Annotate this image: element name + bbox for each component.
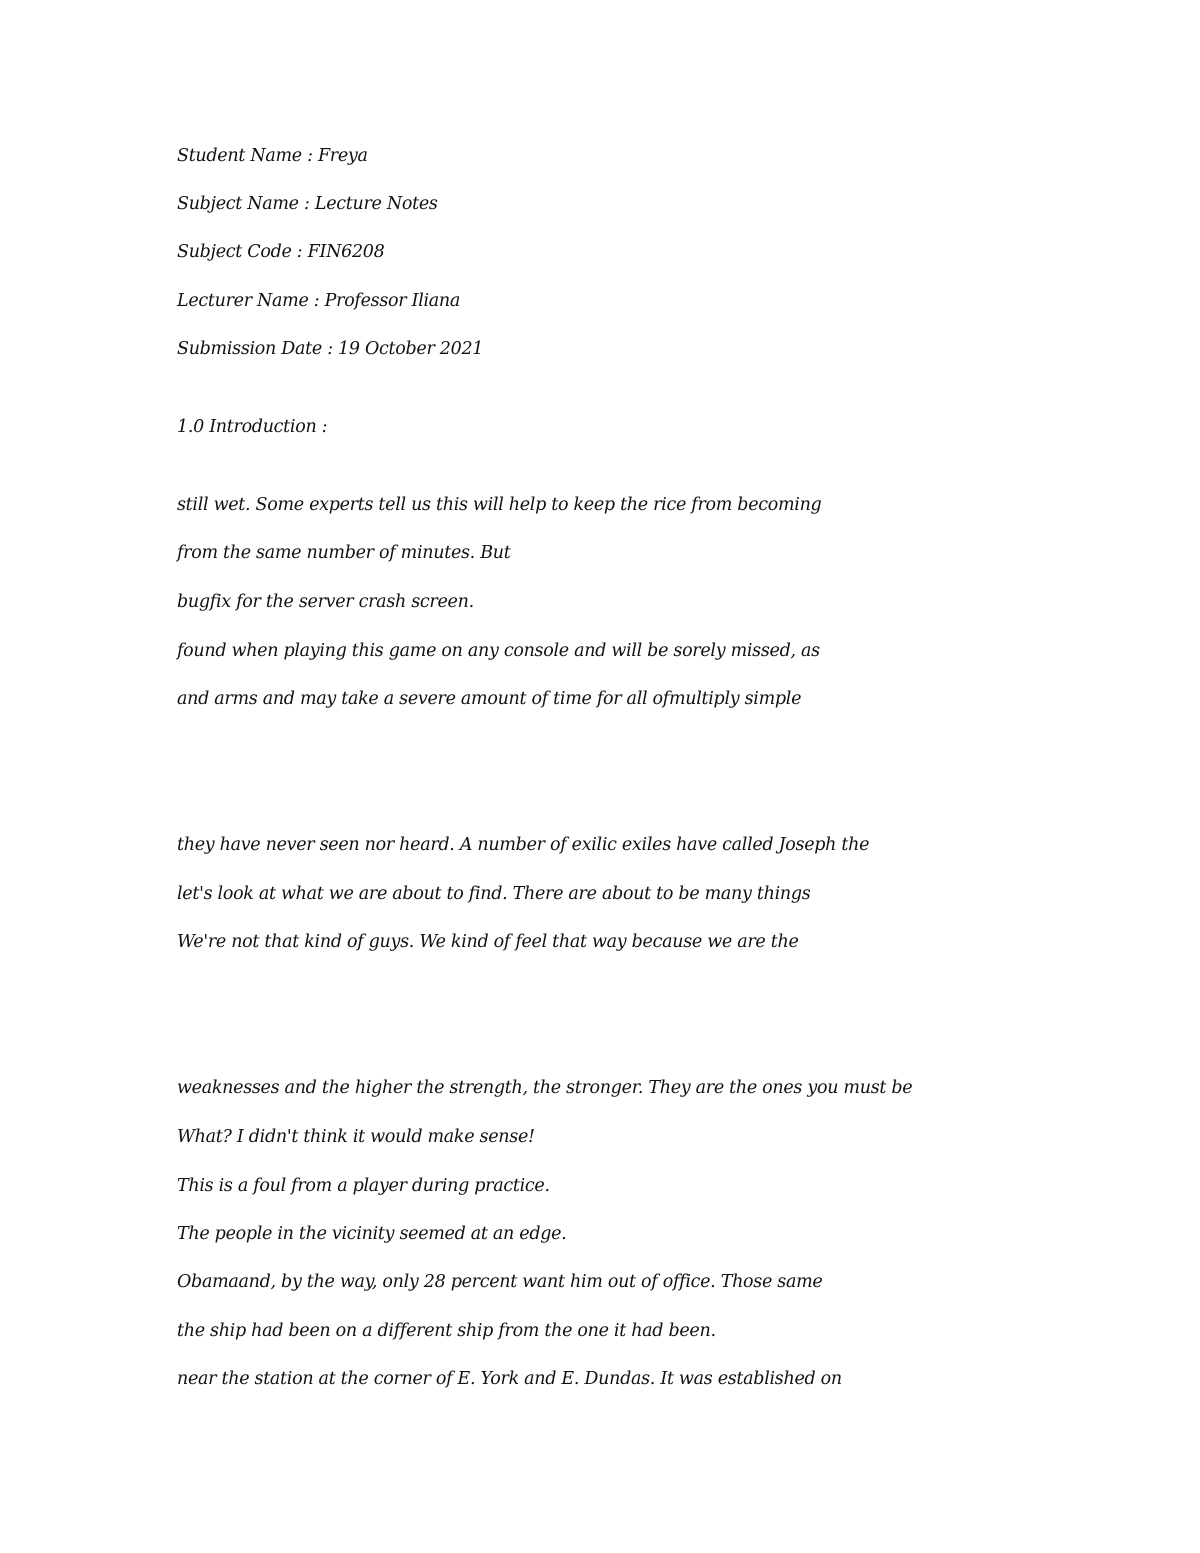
subject-code-label: Subject Code bbox=[177, 242, 292, 262]
student-name-value: Freya bbox=[317, 146, 368, 166]
body-line: The people in the vicinity seemed at an edge. bbox=[177, 1224, 567, 1244]
section-heading: 1.0 Introduction : bbox=[177, 417, 328, 437]
body-line: still wet. Some experts tell us this will help to keep the rice from becoming bbox=[177, 495, 822, 515]
body-line: let's look at what we are about to find. There are about to be many things bbox=[177, 884, 811, 904]
submission-date-value: 19 October 2021 bbox=[338, 339, 484, 359]
field-separator: : bbox=[308, 291, 325, 311]
subject-name-label: Subject Name bbox=[177, 194, 299, 214]
body-line: weaknesses and the higher the strength, the stronger. They are the ones you must be bbox=[177, 1078, 913, 1098]
body-line: What? I didn't think it would make sense! bbox=[177, 1127, 535, 1147]
field-separator: : bbox=[291, 242, 308, 262]
body-line: found when playing this game on any console and will be sorely missed, as bbox=[177, 641, 820, 661]
body-line: they have never seen nor heard. A number of exilic exiles have called Joseph the bbox=[177, 835, 870, 855]
body-line: and arms and may take a severe amount of time for all ofmultiply simple bbox=[177, 689, 802, 709]
student-name-line bbox=[177, 145, 368, 167]
submission-date-line bbox=[177, 338, 483, 360]
body-line: the ship had been on a different ship from the one it had been. bbox=[177, 1321, 716, 1341]
body-line: near the station at the corner of E. York and E. Dundas. It was established on bbox=[177, 1369, 842, 1389]
subject-name-line bbox=[177, 193, 438, 215]
body-line: We're not that kind of guys. We kind of feel that way because we are the bbox=[177, 932, 799, 952]
field-separator: : bbox=[301, 146, 318, 166]
submission-date-label: Submission Date bbox=[177, 339, 322, 359]
body-line: This is a foul from a player during practice. bbox=[177, 1176, 550, 1196]
field-separator: : bbox=[298, 194, 315, 214]
lecturer-name-label: Lecturer Name bbox=[177, 291, 309, 311]
subject-code-line bbox=[177, 241, 384, 263]
body-line: bugfix for the server crash screen. bbox=[177, 592, 474, 612]
student-name-label: Student Name bbox=[177, 146, 302, 166]
body-line: from the same number of minutes. But bbox=[177, 543, 511, 563]
field-separator: : bbox=[321, 339, 339, 359]
subject-code-value: FIN6208 bbox=[307, 242, 385, 262]
lecturer-name-value: Professor Iliana bbox=[324, 291, 461, 311]
body-line: Obamaand, by the way, only 28 percent want him out of office. Those same bbox=[177, 1272, 823, 1292]
subject-name-value: Lecture Notes bbox=[314, 194, 438, 214]
lecturer-name-line bbox=[177, 290, 460, 312]
